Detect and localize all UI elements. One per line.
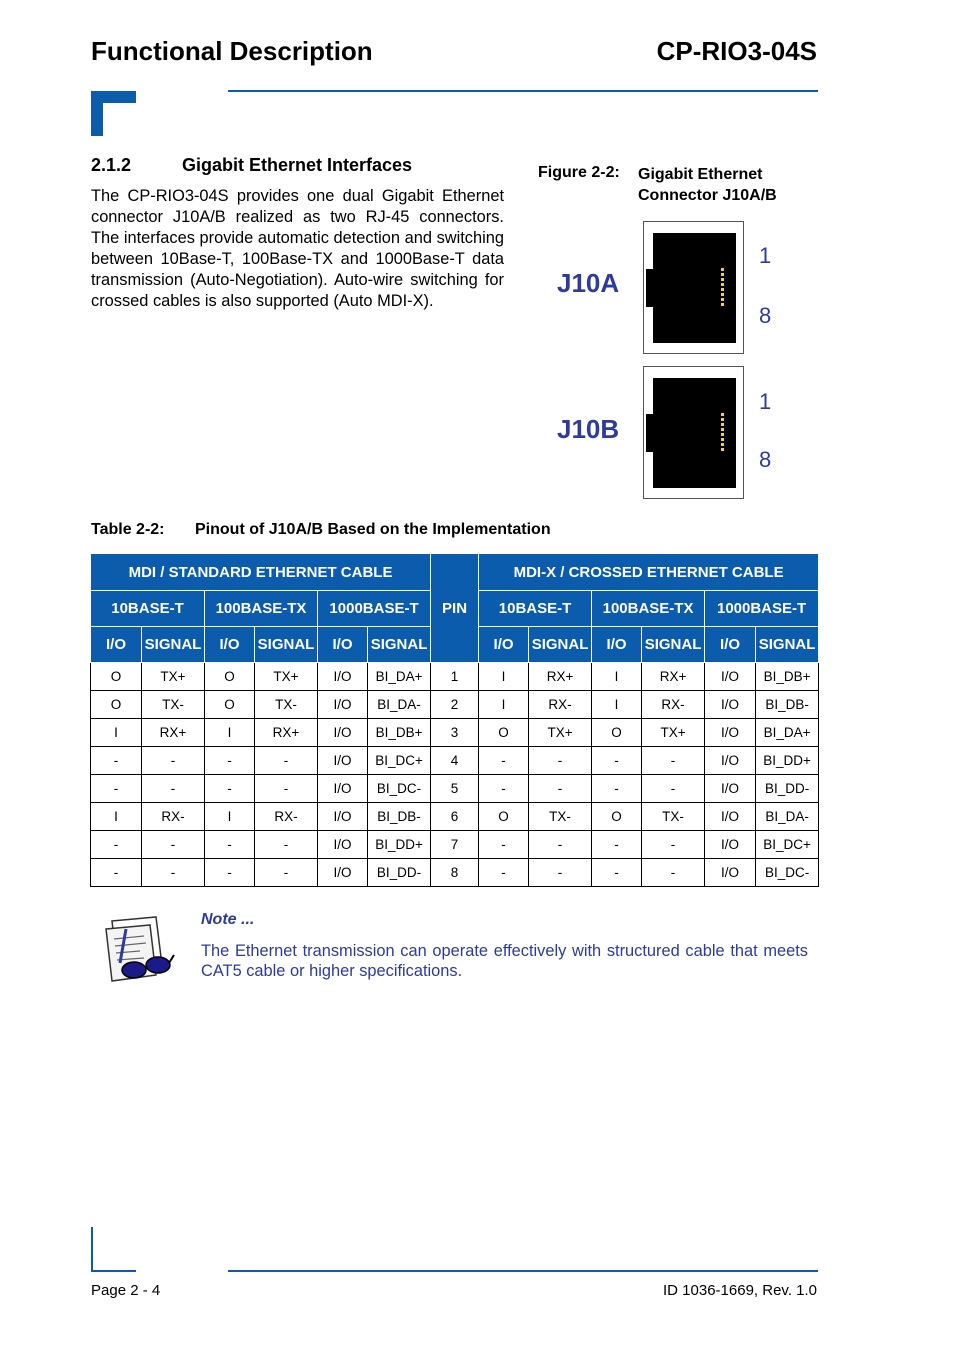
table-cell: RX- [255,803,318,831]
table-cell: I/O [318,747,368,775]
table-cell: I [479,663,529,691]
table-cell: - [142,747,205,775]
io-header: I/O [705,627,756,663]
group-header-mdix: MDI-X / CROSSED ETHERNET CABLE [479,554,819,591]
table-cell: - [592,831,642,859]
corner-mark [91,91,136,136]
pinout-table-body [91,663,819,887]
table-cell: - [255,775,318,803]
table-cell: - [479,747,529,775]
table-cell: TX- [642,803,705,831]
table-cell: I [479,691,529,719]
table-cell: BI_DB+ [756,663,819,691]
table-cell: O [592,803,642,831]
document-id: ID 1036-1669, Rev. 1.0 [663,1282,817,1299]
header-product-name: CP-RIO3-04S [656,36,817,66]
table-cell: - [91,831,142,859]
speed-header: 100BASE-TX [592,591,705,627]
table-row [91,831,819,859]
table-cell: I/O [705,775,756,803]
table-cell: 8 [431,859,479,887]
table-row [91,663,819,691]
table-cell: - [642,859,705,887]
section-title: Gigabit Ethernet Interfaces [182,155,413,175]
table-cell: O [479,803,529,831]
table-cell: - [592,859,642,887]
connector-label-j10b: J10B [557,414,620,444]
table-cell: I/O [318,691,368,719]
io-header: I/O [205,627,255,663]
rj45-connector-j10b [643,366,744,499]
signal-header: SIGNAL [142,627,205,663]
table-label: Table 2-2: [91,521,165,538]
table-cell: RX+ [642,663,705,691]
note-with-glasses-icon [98,915,178,987]
figure-title: Gigabit Ethernet Connector J10A/B [638,166,777,204]
table-cell: - [205,747,255,775]
table-cell: O [205,663,255,691]
connector-label-j10a: J10A [557,268,620,298]
section-body: The CP-RIO3-04S provides one dual Gigabit Ethernet connector J10A/B realized as two RJ-45 connectors. The interfaces provide automatic detection and switching between 10Base-T, 100Base-TX and 1000Base-T data transmission (Auto-Negotiation). Auto-wire switching for crossed cables is also supported (Auto MDI-X). [91,187,504,310]
table-cell: I/O [705,691,756,719]
table-cell: BI_DD+ [756,747,819,775]
table-cell: - [91,859,142,887]
table-cell: - [592,775,642,803]
signal-header: SIGNAL [642,627,705,663]
table-cell: 7 [431,831,479,859]
table-cell: - [142,859,205,887]
header-section-title: Functional Description [91,36,373,66]
table-cell: - [642,747,705,775]
table-cell: BI_DB- [368,803,431,831]
speed-header: 100BASE-TX [205,591,318,627]
table-cell: BI_DC+ [368,747,431,775]
table-cell: I/O [318,859,368,887]
table-title: Pinout of J10A/B Based on the Implementation [195,521,551,538]
table-cell: TX+ [529,719,592,747]
table-cell: 1 [431,663,479,691]
table-cell: 2 [431,691,479,719]
table-row [91,859,819,887]
table-cell: 5 [431,775,479,803]
table-cell: BI_DA- [368,691,431,719]
table-cell: - [205,831,255,859]
table-cell: BI_DD- [368,859,431,887]
table-cell: - [529,831,592,859]
table-cell: TX- [529,803,592,831]
table-cell: I/O [705,747,756,775]
figure-label: Figure 2-2: [538,164,620,181]
table-cell: TX+ [142,663,205,691]
table-cell: O [91,663,142,691]
speed-header: 10BASE-T [479,591,592,627]
table-cell: 4 [431,747,479,775]
table-cell: BI_DC- [756,859,819,887]
io-header: I/O [479,627,529,663]
table-cell: - [529,775,592,803]
speed-header: 1000BASE-T [705,591,819,627]
section-number: 2.1.2 [91,155,132,175]
signal-header: SIGNAL [368,627,431,663]
table-row [91,719,819,747]
table-row [91,691,819,719]
table-cell: I/O [318,775,368,803]
table-cell: - [255,747,318,775]
pin-number-first: 1 [759,243,772,268]
table-cell: - [642,831,705,859]
table-cell: I [91,719,142,747]
table-cell: BI_DB- [756,691,819,719]
table-cell: RX+ [255,719,318,747]
io-header: I/O [592,627,642,663]
table-cell: TX+ [255,663,318,691]
table-cell: - [255,859,318,887]
table-cell: BI_DA+ [368,663,431,691]
table-cell: BI_DC- [368,775,431,803]
table-cell: 3 [431,719,479,747]
table-cell: TX+ [642,719,705,747]
header-rule [228,90,818,92]
table-cell: I [592,663,642,691]
pin-number-first: 1 [759,389,772,414]
table-cell: RX- [642,691,705,719]
table-cell: BI_DA+ [756,719,819,747]
table-cell: - [642,775,705,803]
table-row [91,775,819,803]
table-cell: RX+ [529,663,592,691]
table-cell: TX- [142,691,205,719]
table-cell: RX- [529,691,592,719]
footer-rule [228,1270,818,1272]
speed-header: 1000BASE-T [318,591,431,627]
table-cell: - [205,859,255,887]
table-cell: BI_DD- [756,775,819,803]
pin-number-last: 8 [759,303,772,328]
table-cell: I/O [318,803,368,831]
note-text: The Ethernet transmission can operate effectively with structured cable that meets CAT5 cable or higher specifications. [201,942,808,980]
contact-pins-icon [721,413,724,453]
table-cell: BI_DB+ [368,719,431,747]
contact-pins-icon [721,268,724,308]
table-cell: I/O [318,719,368,747]
table-cell: I [205,803,255,831]
io-header: I/O [91,627,142,663]
signal-header: SIGNAL [756,627,819,663]
table-cell: RX+ [142,719,205,747]
table-cell: I/O [318,831,368,859]
page-number: Page 2 - 4 [91,1282,161,1299]
table-cell: BI_DA- [756,803,819,831]
table-cell: - [479,831,529,859]
table-cell: - [255,831,318,859]
table-row [91,747,819,775]
note-heading: Note ... [201,911,255,928]
table-cell: TX- [255,691,318,719]
table-cell: O [91,691,142,719]
rj45-connector-j10a [643,221,744,354]
table-cell: BI_DC+ [756,831,819,859]
table-cell: I/O [705,859,756,887]
table-cell: - [91,747,142,775]
table-cell: RX- [142,803,205,831]
speed-header: 10BASE-T [91,591,205,627]
pin-header: PIN [431,554,479,663]
table-cell: - [479,775,529,803]
table-cell: - [479,859,529,887]
io-header: I/O [318,627,368,663]
table-cell: I/O [318,663,368,691]
pinout-table [90,553,819,887]
table-cell: - [529,747,592,775]
table-cell: I/O [705,831,756,859]
table-cell: - [91,775,142,803]
table-cell: - [205,775,255,803]
table-cell: O [205,691,255,719]
signal-header: SIGNAL [255,627,318,663]
table-cell: - [142,775,205,803]
footer-corner-mark [91,1227,136,1272]
pin-number-last: 8 [759,447,772,472]
table-cell: O [479,719,529,747]
signal-header: SIGNAL [529,627,592,663]
group-header-mdi: MDI / STANDARD ETHERNET CABLE [91,554,431,591]
table-cell: I/O [705,803,756,831]
table-cell: I [205,719,255,747]
table-cell: I/O [705,719,756,747]
table-cell: I/O [705,663,756,691]
table-cell: 6 [431,803,479,831]
table-cell: BI_DD+ [368,831,431,859]
table-cell: - [592,747,642,775]
table-cell: O [592,719,642,747]
table-cell: - [529,859,592,887]
table-cell: I [592,691,642,719]
table-row [91,803,819,831]
table-cell: - [142,831,205,859]
table-cell: I [91,803,142,831]
